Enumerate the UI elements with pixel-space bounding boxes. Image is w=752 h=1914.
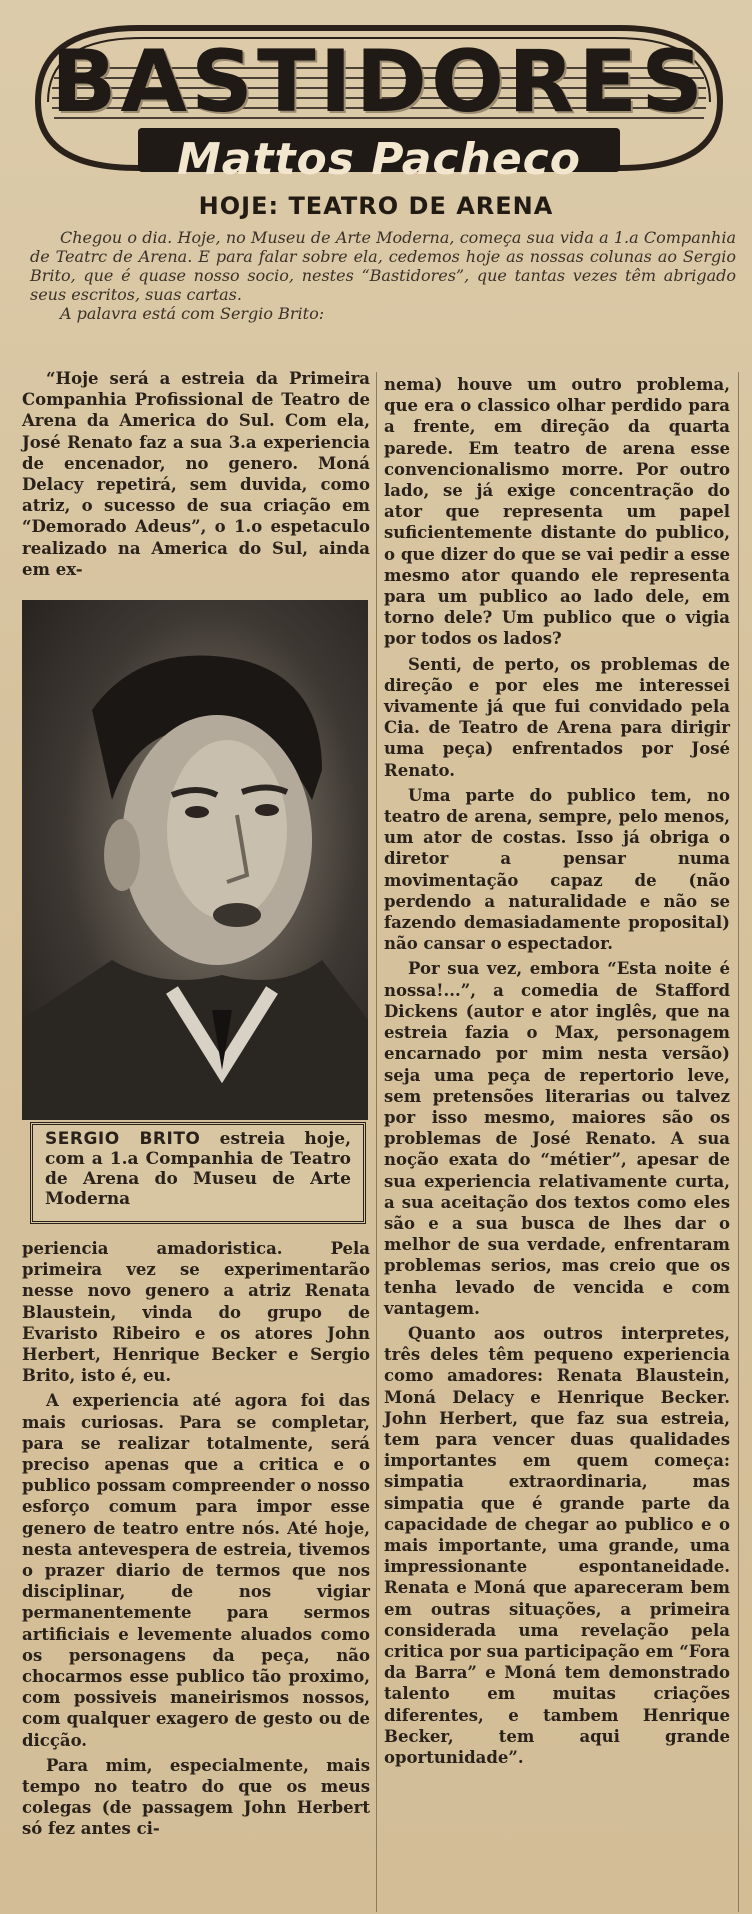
banner-title: BASTIDORES [50, 32, 708, 132]
body-paragraph: Senti, de perto, os problemas de direção e por eles me interessei vivamente já que fui convidado pela Cia. de Teatro de Arena para dirigir uma peça) enfrentados por José Renato. [384, 654, 730, 780]
body-paragraph: nema) houve um outro problema, que era o classico olhar perdido para a frente, em direção da quarta parede. Em teatro de arena esse convencionalismo morre. Por outro lado, se já exige concentração do ator que representa um papel suficientemente distante do publico, o que dizer do que se vai pedir a esse mesmo ator quando ele representa para um publico ao lado dele, em torno dele? Um publico que o vigia por todos os lados? [384, 375, 730, 649]
intro-paragraph: A palavra está com Sergio Brito: [60, 304, 325, 323]
caption-text: estreia hoje, com a 1.a Companhia de Teatro de Arena do Museu de Arte Moderna [45, 1129, 351, 1209]
left-column-top [22, 368, 370, 584]
body-paragraph: Uma parte do publico tem, no teatro de arena, sempre, pelo menos, um ator de costas. Isso já obriga o diretor a pensar numa movimentação capaz de (não perdendo a naturalidade e não se fazendo demasiadamente proposital) não cansar o espectador. [384, 785, 730, 954]
body-paragraph: periencia amadoristica. Pela primeira vez se experimentarão nesse novo genero a atriz Renata Blaustein, vinda do grupo de Evaristo Ribeiro e os atores John Herbert, Henrique Becker e Sergio Brito, isto é, eu. [22, 1239, 370, 1386]
body-paragraph: Quanto aos outros interpretes, três deles têm pequeno experiencia como amadores: Renata Blaustein, Moná Delacy e Henrique Becker. John Herbert, que faz sua estreia, tem para vencer duas qualidades importantes em quem começa: simpatia extraordinaria, mas simpatia que é grande parte da capacidade de chegar ao publico e o mais importante, uma grande, uma impressionante espontaneidade. Renata e Moná que apareceram bem em outras situações, a primeira considerada uma revelação pela critica por sua participação em “Fora da Barra” e Moná tem demonstrado talento em muitas criações diferentes, e tambem Henrique Becker, tem aqui grande oportunidade”. [384, 1323, 730, 1767]
photo-caption-box [30, 1122, 366, 1224]
column-border [738, 372, 739, 1912]
banner-byline: Mattos Pacheco [177, 134, 581, 185]
intro-paragraph: Chegou o dia. Hoje, no Museu de Arte Moderna, começa sua vida a 1.a Companhia de Teatrc de Arena. E para falar sobre ela, cedemos hoje as nossas colunas ao Sergio Brito, que é quase nosso socio, nestes “Bastidores”, que tantas vezes têm abrigado seus escritos, suas cartas. [30, 228, 736, 304]
left-column-bottom [22, 1238, 370, 1844]
body-paragraph: Para mim, especialmente, mais tempo no teatro do que os meus colegas (de passagem John Herbert só fez antes ci- [22, 1755, 370, 1839]
body-paragraph: A experiencia até agora foi das mais curiosas. Para se completar, para se realizar totalmente, será preciso apenas que a critica e o publico possam compreender o nosso esforço comum para impor esse genero de teatro entre nós. Até hoje, nesta antevespera de estreia, tivemos o prazer diario de termos que nos disciplinar, de nos vigiar permanentemente para sermos artificiais e levemente aluados como os personagens da peça, não chocarmos esse publico tão proximo, com possiveis maneirismos nossos, com qualquer exagero de gesto ou de dicção. [22, 1391, 370, 1750]
caption-name: SERGIO BRITO [45, 1129, 201, 1149]
portrait-icon [22, 600, 368, 1120]
body-paragraph: “Hoje será a estreia da Primeira Companhia Profissional de Teatro de Arena da America do Sul. Com ela, José Renato faz a sua 3.a experiencia de encenador, no genero. Moná Delacy repetirá, sem duvida, como atriz, o sucesso de sua criação em “Demorado Adeus”, o 1.o espetaculo realizado na America do Sul, ainda em ex- [22, 369, 370, 579]
right-column [384, 374, 730, 1772]
column-banner [18, 18, 740, 186]
article-intro [30, 228, 736, 323]
body-paragraph: Por sua vez, embora “Esta noite é nossa!...”, a comedia de Stafford Dickens (autor e ator inglês, que na estreia fazia o Max, personagem encarnado por mim nesta versão) seja uma peça de repertorio leve, sem pretensões literarias ou talvez por isso mesmo, maiores são os problemas de José Renato. A sua noção exata do “métier”, apesar de sua experiencia relativamente curta, a sua aceitação dos textos como eles são e a sua busca de lhes dar o melhor de sua verdade, enfrentaram problemas serios, mas creio que os tenha levado de vencida e com vantagem. [384, 959, 730, 1318]
column-divider [376, 372, 377, 1912]
article-headline: HOJE: TEATRO DE ARENA [198, 192, 554, 220]
photo-caption [45, 1129, 351, 1209]
portrait-photo [22, 600, 368, 1120]
